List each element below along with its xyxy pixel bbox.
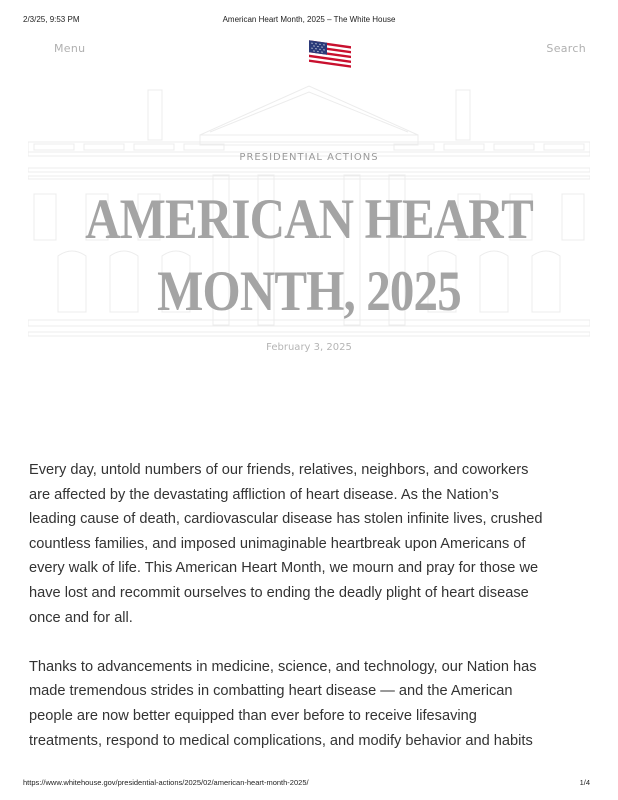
headline-line-1: AMERICAN HEART — [85, 188, 533, 251]
print-url: https://www.whitehouse.gov/presidential-actions/2025/02/american-heart-month-2025/ — [23, 778, 309, 787]
us-flag-icon[interactable] — [307, 40, 353, 72]
publish-date: February 3, 2025 — [266, 342, 352, 353]
category-label[interactable]: PRESIDENTIAL ACTIONS — [239, 152, 379, 163]
headline-line-2: MONTH, 2025 — [157, 260, 461, 323]
paragraph: Every day, untold numbers of our friends, relatives, neighbors, and coworkers are affected by the devastating affliction of heart disease. As the Nation’s leading cause of death, cardiovascular disease has stolen infinite lives, crushed countless families, and imposed unimaginable heartbreak upon Americans of every walk of life. This American Heart Month, we mourn and pray for those we have lost and recommit ourselves to ending the deadly plight of heart disease once and for all. — [29, 462, 543, 626]
page-number: 1/4 — [579, 778, 590, 787]
article-body — [29, 458, 594, 778]
print-header — [0, 15, 618, 27]
paragraph: Thanks to advancements in medicine, science, and technology, our Nation has made tremendous strides in combatting heart disease — and the American people are now better equipped than ever before to receive lifesaving treatments, respond to medical complications, and modify behavior and habits — [29, 658, 537, 749]
search-button[interactable]: Search — [546, 42, 586, 55]
print-datetime: 2/3/25, 9:53 PM — [23, 15, 80, 24]
page-title — [43, 184, 574, 328]
menu-button[interactable]: Menu — [54, 42, 86, 55]
print-page-title: American Heart Month, 2025 – The White House — [222, 15, 396, 24]
